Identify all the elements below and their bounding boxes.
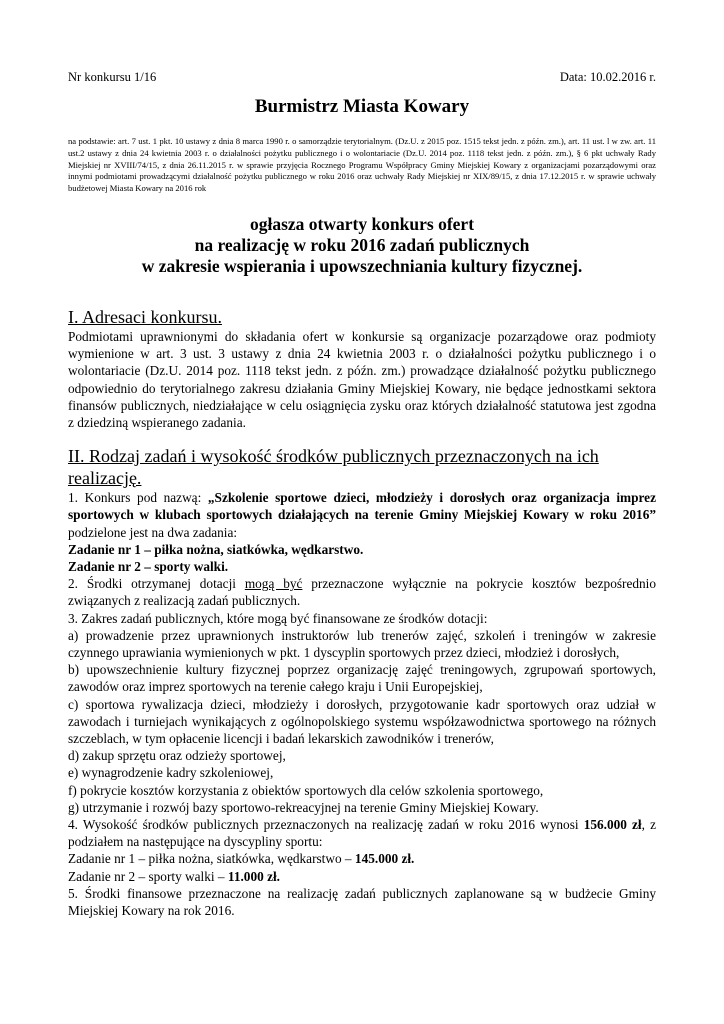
p1-prefix: 1. Konkurs pod nazwą: [68, 490, 208, 506]
total-amount: 156.000 zł [583, 817, 642, 833]
document-body [68, 306, 656, 919]
paragraph-1 [68, 489, 656, 541]
section-1-text: Podmiotami uprawnionymi do składania ofert w konkursie są organizacje pozarządowe oraz podmioty wymienione w art. 3 ust. 3 ustawy z dnia 24 kwietnia 2003 r. o działalności pożytku publicznego i o wolontariacie (Dz.U. 2014 poz. 1118 tekst jedn. z późn. zm.) prowadzące działalność pożytku publicznego odpowiednio do terytorialnego zakresu działania Gminy Miejskiej Kowary, nie będące jednostkami sektora finansów publicznych, niedziałające w celu osiągnięcia zysku oraz których działalność statutowa jest zgodna z dziedziną wspieranego zadania. [68, 329, 656, 431]
allocation-1-label: Zadanie nr 1 – piłka nożna, siatkówka, wędkarstwo – [68, 851, 355, 867]
announcement-heading [40, 214, 684, 277]
allocation-1 [68, 850, 656, 867]
header-row [68, 70, 656, 85]
allocation-1-amount: 145.000 zł. [354, 851, 415, 867]
list-item-c: c) sportowa rywalizacja dzieci, młodzieży i dorosłych, przygotowanie kadr sportowych oraz udział w zawodach i turniejach wynikających z ogólnopolskiego systemu współzawodnictwa sportowego na różnych szczeblach, w tym opłacenie licencji i badań lekarskich zawodników i trenerów, [68, 696, 656, 747]
list-item-d: d) zakup sprzętu oraz odzieży sportowej, [68, 748, 286, 764]
list-item-e: e) wynagrodzenie kadry szkoleniowej, [68, 765, 274, 781]
p4-start: 4. Wysokość środków publicznych przeznaczonych na realizację zadań w roku 2016 wynosi [68, 817, 584, 833]
heading-line-1: ogłasza otwarty konkurs ofert [249, 214, 475, 234]
task-1: Zadanie nr 1 – piłka nożna, siatkówka, wędkarstwo. [68, 541, 364, 557]
document-date: Data: 10.02.2016 r. [559, 70, 656, 84]
issuer-title: Burmistrz Miasta Kowary [254, 96, 470, 117]
contest-number: Nr konkursu 1/16 [68, 70, 157, 84]
section-1-title: I. Adresaci konkursu. [68, 307, 222, 327]
list-item-a: a) prowadzenie przez uprawnionych instruktorów lub trenerów zajęć, szkoleń i treningów w zakresie czynnego uprawiania wymienionych w pkt. 1 dyscyplin sportowych przez dzieci, młodzież i dorosłych, [68, 627, 656, 661]
list-item-f: f) pokrycie kosztów korzystania z obiektów sportowych dla celów szkolenia sportowego, [68, 782, 544, 798]
p2-underlined: mogą być [244, 576, 303, 592]
list-item-b: b) upowszechnienie kultury fizycznej poprzez organizację zajęć treningowych, zgrupowań sportowych, zawodów oraz imprez sportowych na terenie całego kraju i Unii Europejskiej, [68, 662, 656, 695]
heading-line-3: w zakresie wspierania i upowszechniania kultury fizycznej. [141, 256, 583, 276]
allocation-2 [68, 868, 656, 885]
legal-basis: na podstawie: art. 7 ust. 1 pkt. 10 ustawy z dnia 8 marca 1990 r. o samorządzie terytorialnym. (Dz.U. z 2015 poz. 1515 tekst jedn. z późn. zm.), art. 11 ust. l w zw. art. 11 ust.2 ustawy z dnia 24 kwietnia 2003 r. o działalności pożytku publicznego i o wolontariacie (Dz.U. 2014 poz. 1118 tekst jedn. z późn. zm.), § 6 pkt uchwały Rady Miejskiej nr XVIII/74/15, z dnia 26.11.2015 r. w sprawie przyjęcia Rocznego Programu Współpracy Gminy Miejskiej Kowary z organizacjami pozarządowymi oraz innymi podmiotami prowadzącymi działalność pożytku publicznego w roku 2016 oraz uchwały Rady Miejskiej nr XIX/89/15, z dnia 17.12.2015 r. w sprawie uchwały budżetowej Miasta Kowary na 2016 rok [68, 136, 656, 194]
p2-start: 2. Środki otrzymanej dotacji [68, 576, 245, 592]
section-2-title: II. Rodzaj zadań i wysokość środków publicznych przeznaczonych na ich realizację. [68, 446, 599, 489]
allocation-2-amount: 11.000 zł. [227, 868, 280, 884]
paragraph-4 [68, 816, 656, 850]
heading-line-2: na realizację w roku 2016 zadań publicznych [194, 235, 530, 255]
contest-name: „Szkolenie sportowe dzieci, młodzieży i dorosłych oraz organizacja imprez sportowych w klubach sportowych działających na terenie Gminy Miejskiej Kowary w roku 2016” [68, 490, 656, 523]
task-2: Zadanie nr 2 – sporty walki. [68, 559, 229, 575]
p1-suffix: podzielone jest na dwa zadania: [68, 524, 238, 540]
allocation-2-label: Zadanie nr 2 – sporty walki – [68, 868, 228, 884]
paragraph-3: 3. Zakres zadań publicznych, które mogą być finansowane ze środków dotacji: [68, 610, 488, 626]
paragraph-2 [68, 575, 656, 609]
paragraph-5: 5. Środki finansowe przeznaczone na realizację zadań publicznych zaplanowane są w budżecie Gminy Miejskiej Kowary na rok 2016. [68, 885, 656, 919]
list-item-g: g) utrzymanie i rozwój bazy sportowo-rekreacyjnej na terenie Gminy Miejskiej Kowary. [68, 799, 539, 815]
p4-end: , z podziałem na następujące na dyscypliny sportu: [68, 817, 656, 850]
p2-end: przeznaczone wyłącznie na pokrycie kosztów bezpośrednio związanych z realizacją zadań publicznych. [68, 576, 656, 609]
